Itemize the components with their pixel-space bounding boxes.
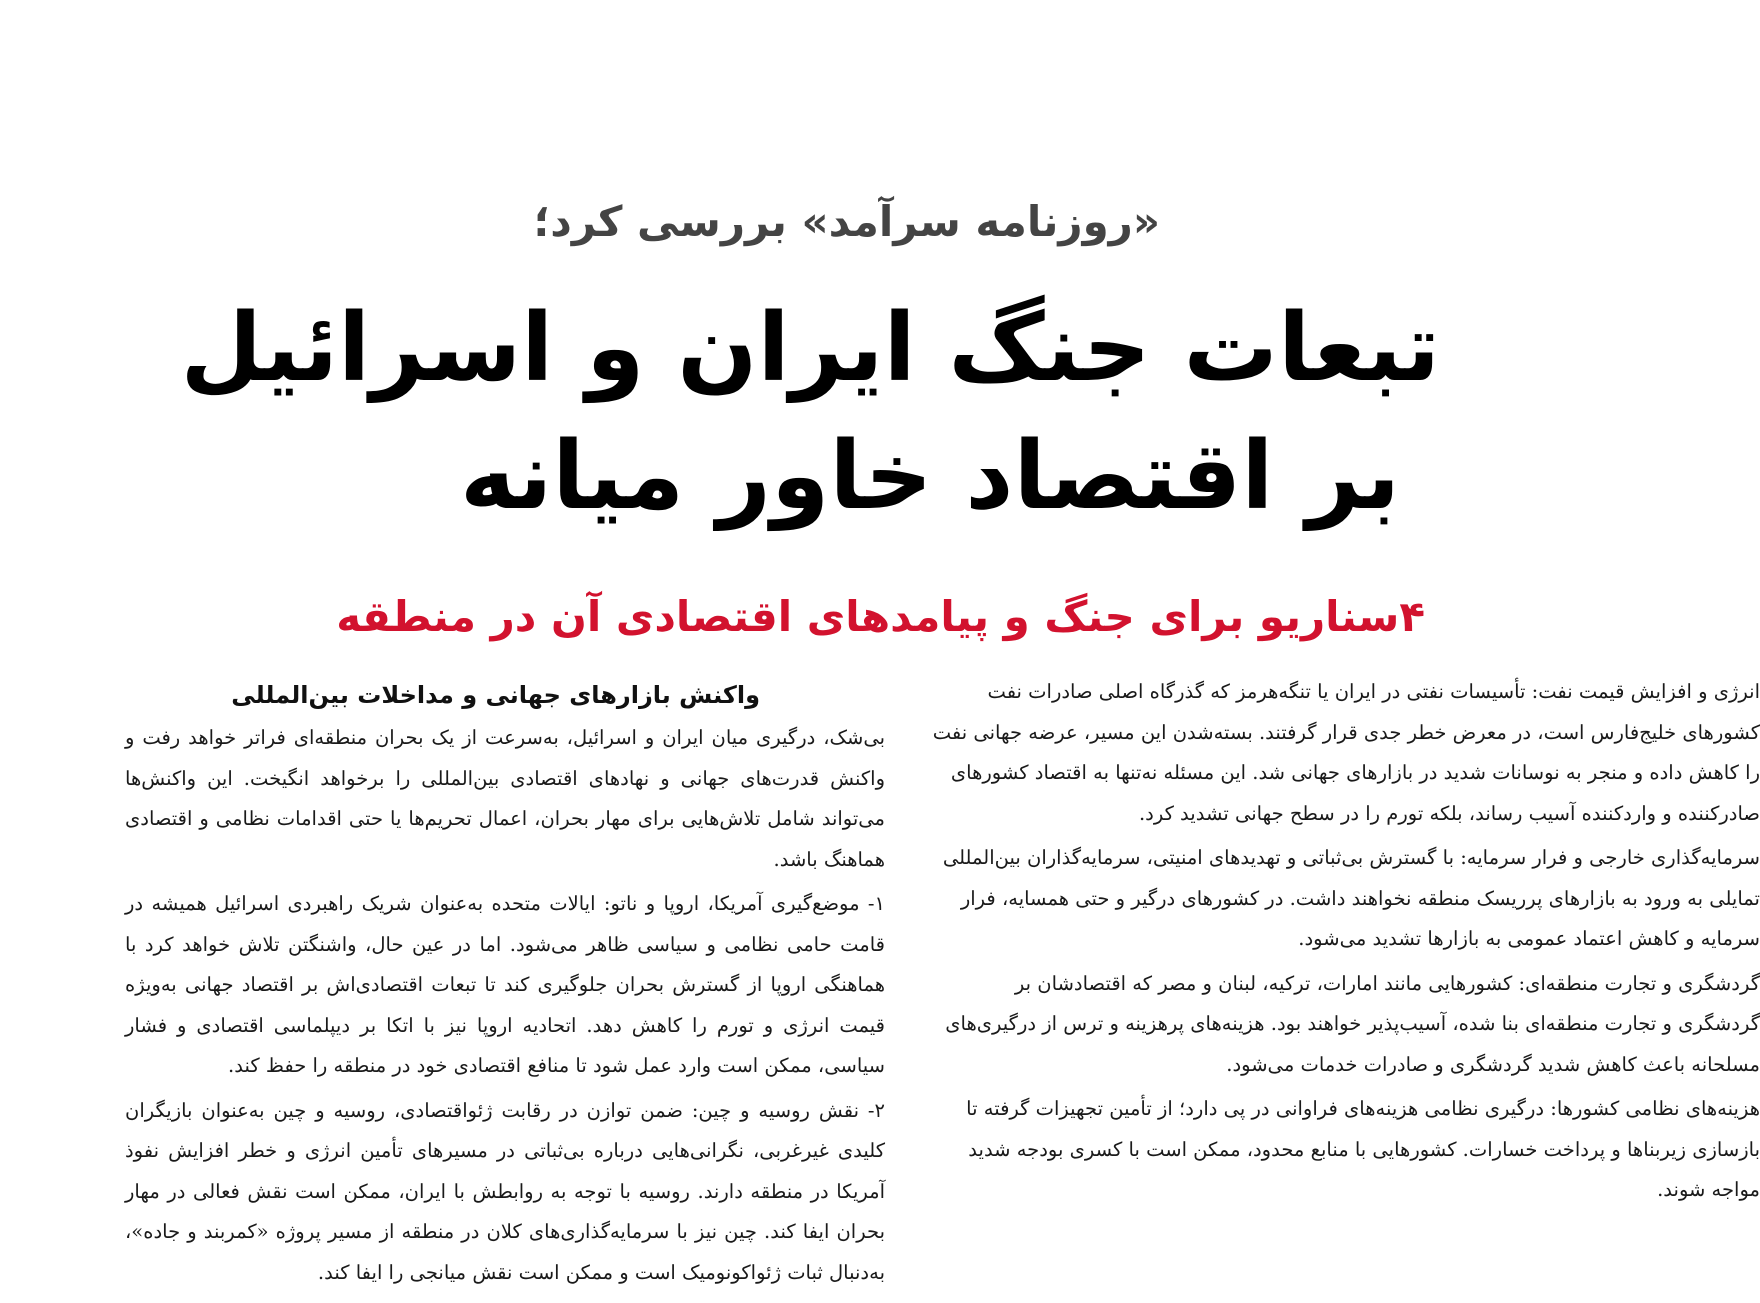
paragraph: گردشگری و تجارت منطقه‌ای: کشورهایی مانند امارات، ترکیه، لبنان و مصر که اقتصادشان بر گردشگری و تجارت منطقه‌ای بنا شده، آسیب‌پذیر خواهند بود. هزینه‌های پرهزینه و ترس از درگیری‌های مسلحانه باعث کاهش شدید گردشگری و صادرات خدمات می‌شود.	[945, 971, 1760, 1076]
left-column	[125, 672, 885, 1297]
section-heading: واکنش بازارهای جهانی و مداخلات بین‌المللی	[231, 681, 760, 709]
paragraph: ۱- موضع‌گیری آمریکا، اروپا و ناتو: ایالات متحده به‌عنوان شریک راهبردی اسرائیل همیشه در قامت حامی نظامی و سیاسی ظاهر می‌شود. اما در عین حال، واشنگتن تلاش خواهد کرد با هماهنگی اروپا از گسترش بحران جلوگیری کند تا تبعات اقتصادی‌اش بر اقتصاد جهانی به‌ویژه قیمت انرژی و تورم را کاهش دهد. اتحادیه اروپا نیز با اتکا بر دیپلماسی اقتصادی و فشار سیاسی، ممکن است وارد عمل شود تا منافع اقتصادی خود در منطقه را حفظ کند.	[125, 892, 885, 1077]
headline-line-2: بر اقتصاد خاور میانه	[460, 422, 1400, 531]
article-headline	[180, 285, 1440, 541]
right-column	[930, 672, 1760, 1215]
headline-line-1: تبعات جنگ ایران و اسرائیل	[180, 294, 1440, 403]
paragraph: بی‌شک، درگیری میان ایران و اسرائیل، به‌سرعت از یک بحران منطقه‌ای فراتر خواهد رفت و واکنش قدرت‌های جهانی و نهادهای اقتصادی بین‌المللی را برخواهد انگیخت. این واکنش‌ها می‌تواند شامل تلاش‌هایی برای مهار بحران، اعمال تحریم‌ها یا حتی اقدامات نظامی و اقتصادی هماهنگ باشد.	[125, 726, 885, 871]
paragraph: سرمایه‌گذاری خارجی و فرار سرمایه: با گسترش بی‌ثباتی و تهدیدهای امنیتی، سرمایه‌گذاران بین‌المللی تمایلی به ورود به بازارهای پرریسک منطقه نخواهند داشت. در کشورهای درگیر و حتی همسایه، فرار سرمایه و کاهش اعتماد عمومی به بازارها تشدید می‌شود.	[942, 846, 1760, 950]
paragraph: ۲- نقش روسیه و چین: ضمن توازن در رقابت ژئواقتصادی، روسیه و چین به‌عنوان بازیگران کلیدی غیرغربی، نگرانی‌هایی درباره بی‌ثباتی در مسیرهای تأمین انرژی و خطر افزایش نفوذ آمریکا در منطقه دارند. روسیه با توجه به روابطش با ایران، ممکن است نقش فعالی در مهار بحران ایفا کند. چین نیز با سرمایه‌گذاری‌های کلان در منطقه از مسیر پروژه «کمربند و جاده»، به‌دنبال ثبات ژئواکونومیک است و ممکن است نقش میانجی را ایفا کند.	[125, 1098, 885, 1284]
paragraph: هزینه‌های نظامی کشورها: درگیری نظامی هزینه‌های فراوانی در پی دارد؛ از تأمین تجهیزات گرفته تا بازسازی زیربناها و پرداخت خسارات. کشورهایی با منابع محدود، ممکن است با کسری بودجه شدید مواجه شوند.	[966, 1097, 1760, 1201]
paragraph: انرژی و افزایش قیمت نفت: تأسیسات نفتی در ایران یا تنگه‌هرمز که گذرگاه اصلی صادرات نفت کشورهای خلیج‌فارس است، در معرض خطر جدی قرار گرفتند. بسته‌شدن این مسیر، عرضه جهانی نفت را کاهش داده و منجر به نوسانات شدید در بازارهای جهانی شد. این مسئله نه‌تنها به اقتصاد کشورهای صادرکننده و واردکننده آسیب رساند، بلکه تورم را در سطح جهانی تشدید کرد.	[932, 680, 1760, 825]
article-subheadline: ۴سناریو برای جنگ و پیامدهای اقتصادی آن در منطقه	[336, 592, 1425, 641]
article-kicker: «روزنامه سرآمد» بررسی کرد؛	[533, 197, 1160, 246]
